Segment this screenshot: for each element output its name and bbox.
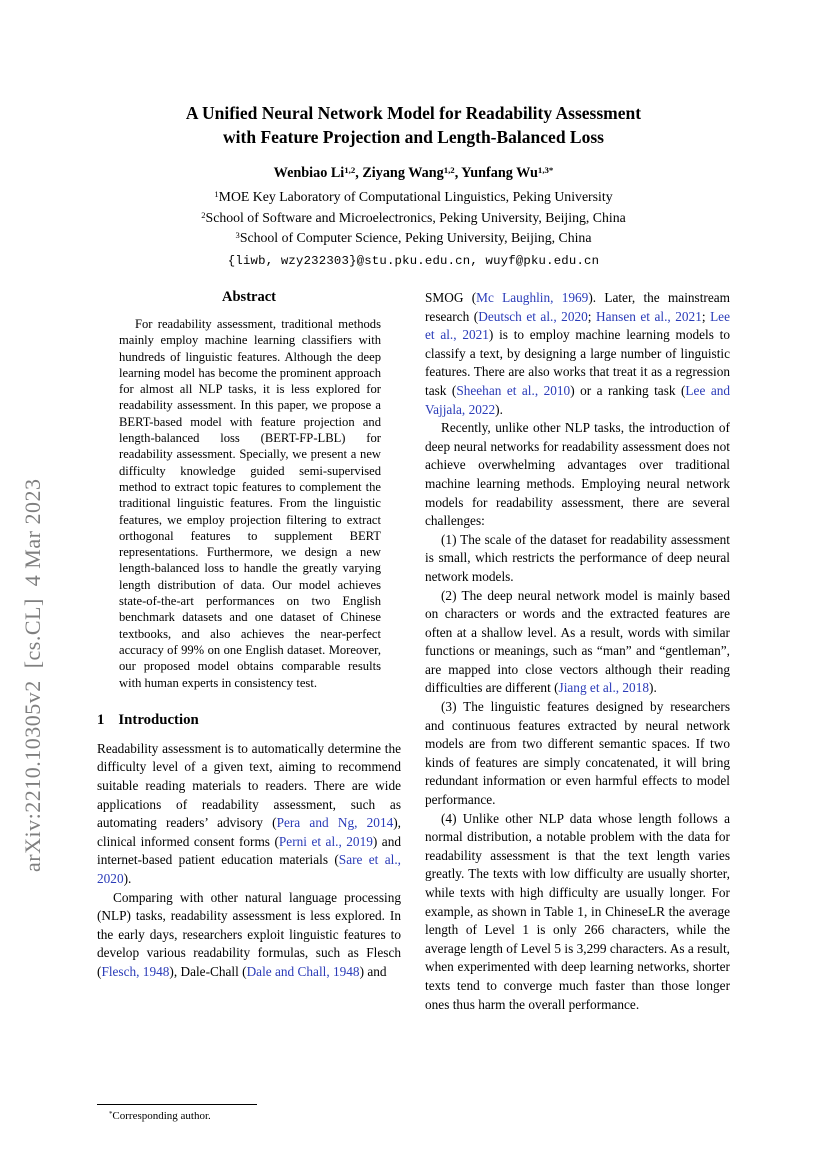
text-segment: Yunfang Wu	[461, 165, 538, 181]
affiliations	[97, 187, 730, 249]
author-line	[97, 165, 730, 182]
text-segment: ).	[649, 680, 657, 696]
text-segment: (4) Unlike other NLP data whose length follows a normal distribution, a notable problem with the data for readability assessment is that the text length varies greatly. The texts with low difficulty are usually shorter, while texts with high difficulty are usually longer. For example, as shown in Table 1, in ChineseLR the average length of Level 1 is only 266 characters, while the average length of Level 5 is 3,299 characters. As a result, when experimented with deep learning networks, shorter texts tend to converge much faster than those longer ones thus harm the overall performance.	[425, 810, 730, 1012]
superscript: 1,2	[344, 165, 356, 176]
paper-title	[97, 101, 730, 149]
footnote-text	[97, 1109, 401, 1123]
text-segment: ) or a ranking task (	[570, 382, 686, 398]
left-column	[97, 289, 401, 982]
text-segment: MOE Key Laboratory of Computational Linguistics, Peking University	[218, 189, 613, 204]
paper-header	[97, 101, 730, 268]
text-segment: For readability assessment, traditional methods mainly employ machine learning classifiers with hundreds of linguistic features. Although the deep learning model has become the prominent approach for almost all NLP tasks, it is less explored for readability assessment. In this paper, we propose a BERT-based model with feature projection and length-balanced loss (BERT-FP-LBL) for readability assessment. Specially, we present a new difficulty knowledge guided semi-supervised method to extract topic features to complement the traditional linguistic features. From the linguistic features, we employ projection filtering to extract orthogonal features to supplement BERT representations. Furthermore, we design a new length-balanced loss to handle the greatly varying length distribution of data. Our model achieves state-of-the-art performances on two English benchmark datasets and one dataset of Chinese textbooks, and also achieves the near-perfect accuracy of 99% on one English dataset. Moreover, our proposed model obtains comparable results with human experts in consistency test.	[119, 317, 381, 690]
text-segment: Comparing with other natural language processing (NLP) tasks, readability assessment is less explored. In the early days, researchers exploit linguistic features to develop various readability formulas, such as Flesch (	[97, 889, 401, 979]
superscript: 1,3*	[537, 165, 554, 176]
text-segment: Readability assessment is to automatically determine the difficulty level of a given text, aiming to recommend suitable reading materials to readers. There are wide applications of readability assessment, such as automating readers’ advisory (	[97, 740, 401, 831]
text-segment: Wenbiao Li	[273, 165, 345, 181]
citation-link[interactable]: Hansen et al., 2021	[596, 308, 702, 324]
superscript: 1,2	[443, 165, 455, 176]
citation-link[interactable]: Jiang et al., 2018	[558, 680, 650, 696]
section-title: Introduction	[118, 711, 199, 728]
citation-link[interactable]: Dale and Chall, 1948	[246, 963, 360, 979]
footnote	[97, 1104, 401, 1123]
citation-link[interactable]: Sare et al., 2020	[97, 852, 401, 886]
introduction-paragraphs	[97, 740, 401, 982]
paragraph	[425, 587, 730, 699]
paragraph	[425, 289, 730, 419]
paragraph	[425, 419, 730, 531]
text-segment: ).	[495, 401, 503, 417]
text-segment: ,	[355, 165, 363, 181]
abstract-body	[119, 316, 381, 691]
superscript: 2	[201, 209, 206, 220]
text-segment: Corresponding author.	[112, 1110, 211, 1122]
paragraph	[425, 810, 730, 1015]
paragraph	[425, 531, 730, 587]
citation-link[interactable]: Pera and Ng, 2014	[276, 815, 394, 831]
text-segment: School of Computer Science, Peking University, Beijing, China	[239, 230, 592, 245]
affiliation-line-1	[97, 187, 730, 208]
citation-link[interactable]: Lee and Vajjala, 2022	[425, 382, 731, 417]
superscript: *	[109, 1110, 113, 1118]
arxiv-sidebar-label: arXiv:2210.10305v2 [cs.CL] 4 Mar 2023	[20, 478, 45, 872]
superscript: 3	[235, 230, 240, 241]
text-segment: ) and internet-based patient education materials (	[97, 833, 401, 868]
text-segment: Ziyang Wang	[362, 165, 444, 181]
text-segment: SMOG (	[425, 290, 477, 305]
superscript: 1	[214, 189, 219, 200]
text-segment: School of Software and Microelectronics, Peking University, Beijing, China	[205, 209, 626, 225]
abstract-heading: Abstract	[222, 289, 276, 305]
citation-link[interactable]: Mc Laughlin, 1969	[476, 290, 589, 305]
text-segment: (2) The deep neural network model is mainly based on characters or words and the extracted features are often at a shallow level. As a result, words with similar functions or meanings, such as “man” and “gentleman”, are mapped into close vectors although their reading difficulties are different (	[425, 587, 730, 696]
paper-title-line-2: with Feature Projection and Length-Balanced Loss	[223, 127, 604, 147]
text-segment: ) is to employ machine learning models to classify a text, by designing a large number of linguistic features. There are also works that treat it as a regression task (	[425, 327, 730, 398]
text-segment: ). Later, the mainstream research (	[425, 290, 730, 324]
paper-title-line-1: A Unified Neural Network Model for Readability Assessment	[185, 103, 642, 123]
two-column-body	[97, 289, 730, 1014]
affiliation-line-3	[97, 228, 730, 249]
text-segment: (1) The scale of the dataset for readability assessment is small, which restricts the performance of deep neural network models.	[425, 531, 730, 584]
citation-link[interactable]: Perni et al., 2019	[278, 833, 373, 849]
section-heading-introduction	[97, 712, 401, 729]
citation-link[interactable]: Lee et al., 2021	[425, 308, 730, 343]
footnote-rule	[97, 1104, 257, 1105]
citation-link[interactable]: Deutsch et al., 2020	[478, 308, 588, 324]
text-segment: ;	[587, 308, 596, 324]
text-segment: ) and	[359, 963, 387, 979]
text-segment: ;	[701, 308, 711, 324]
text-segment: ).	[123, 870, 132, 886]
paragraph	[119, 316, 381, 691]
text-segment: ), clinical informed consent forms (	[97, 815, 402, 849]
section-number: 1	[97, 711, 105, 728]
text-segment: Recently, unlike other NLP tasks, the introduction of deep neural networks for readability assessment does not achieve overwhelming advantages over traditional machine learning methods. Employing neural network models for readability assessment, there are several challenges:	[425, 420, 730, 529]
paragraph	[425, 698, 730, 810]
author-emails: {liwb, wzy232303}@stu.pku.edu.cn, wuyf@pku.edu.cn	[227, 253, 600, 268]
paragraph	[97, 889, 401, 982]
right-column	[425, 289, 730, 1014]
affiliation-line-2	[97, 208, 730, 229]
paragraph	[97, 740, 401, 889]
citation-link[interactable]: Flesch, 1948	[101, 963, 170, 979]
text-segment: ,	[454, 165, 462, 181]
text-segment: (3) The linguistic features designed by researchers and continuous features extracted by neural network models are from two different semantic spaces. If two kinds of features are simply concatenated, it will bring redundant information or even harmful effects to model performance.	[425, 699, 730, 808]
citation-link[interactable]: Sheehan et al., 2010	[456, 382, 571, 398]
text-segment: ), Dale-Chall (	[169, 963, 247, 979]
